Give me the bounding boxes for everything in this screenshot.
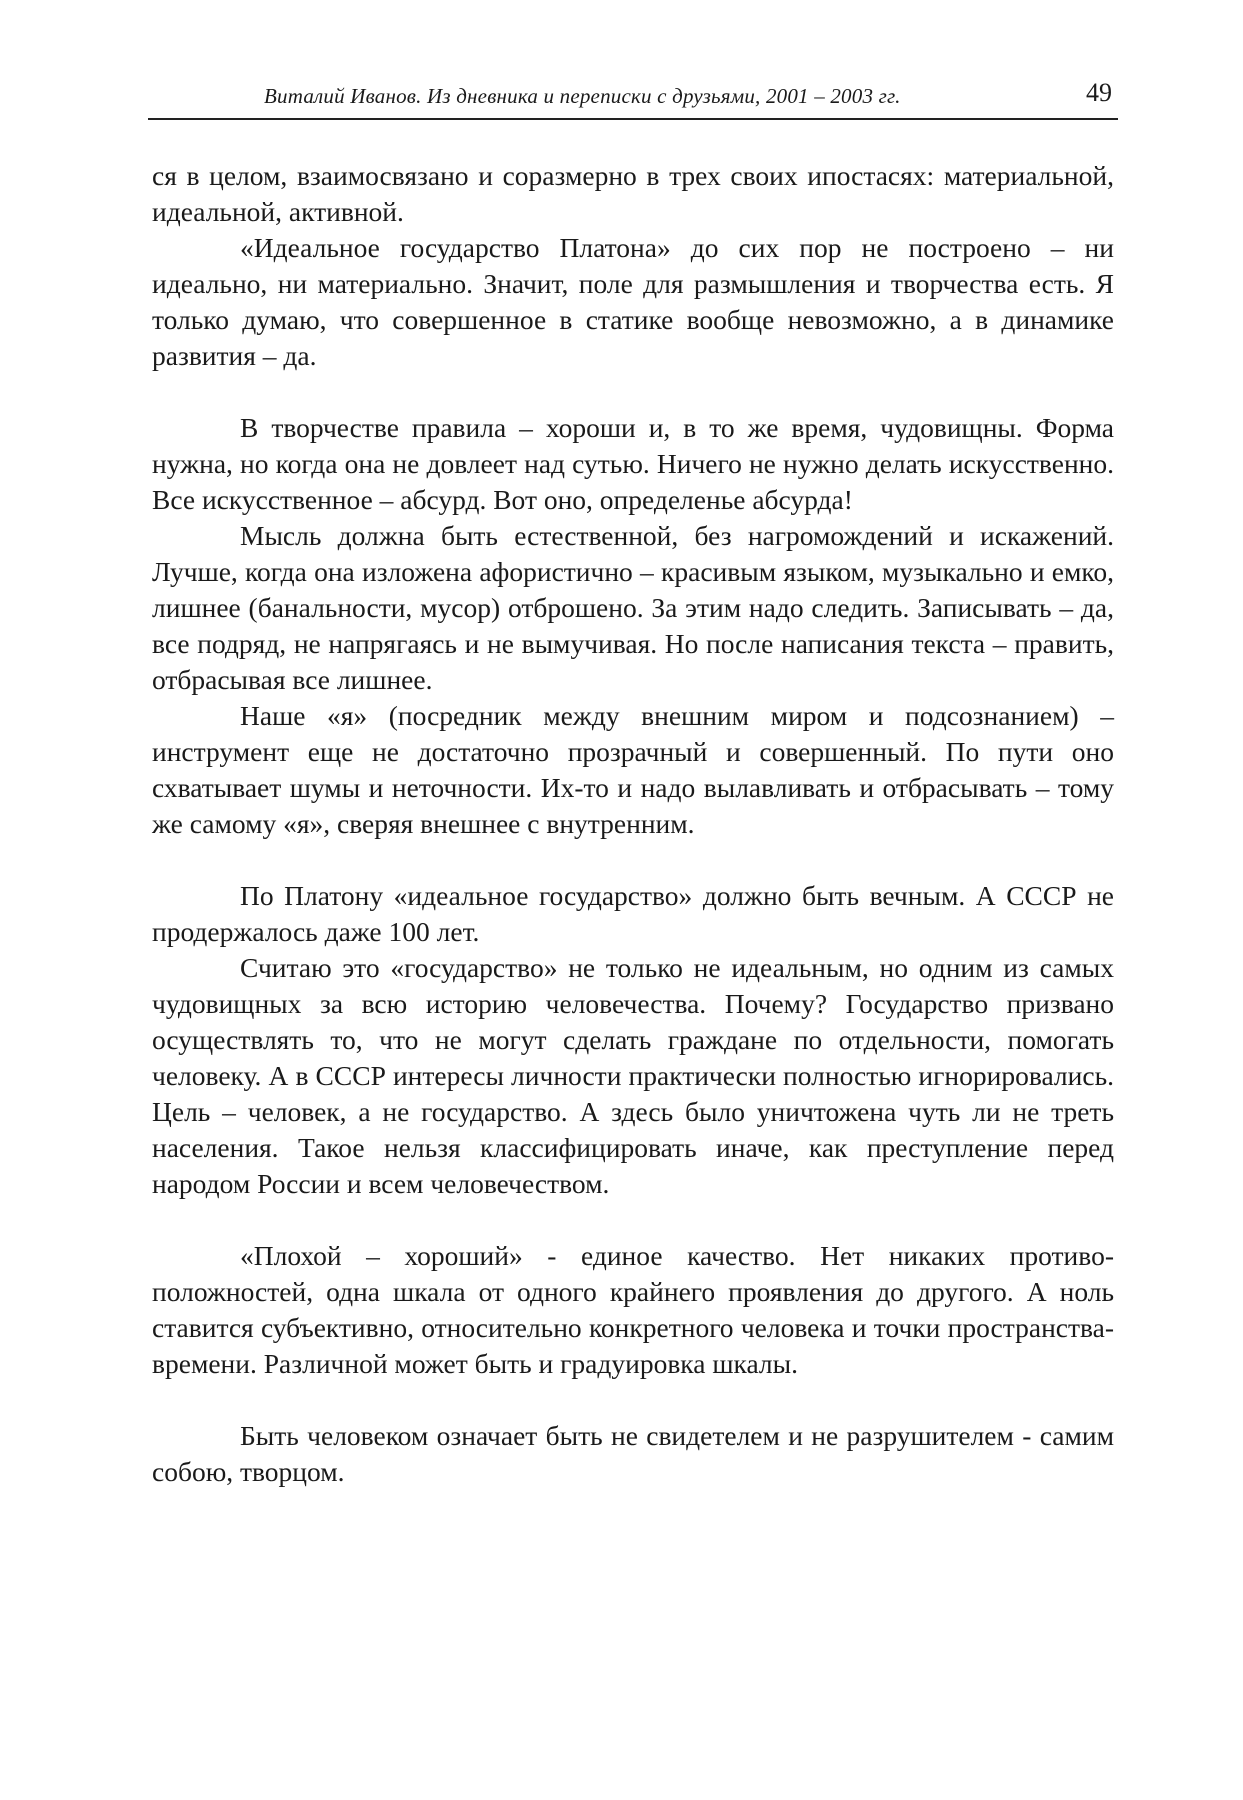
paragraph: Наше «я» (посредник между внешним миром и подсознанием) – инструмент еще не достаточно прозрачный и совершенный. По пути оно схватывает шумы и неточности. Их-то и надо вылавливать и отбрасывать – тому же самому «я», сверяя внешнее с внутренним.	[152, 700, 1114, 839]
page-header	[148, 78, 1118, 120]
paragraph: Считаю это «государство» не только не идеальным, но одним из самых чудовищных за всю историю человечества. Почему? Государство призвано осуществлять то, что не могут сделать граждане по отдельности, помогать человеку. А в СССР интересы личности практически полностью игнорировались. Цель – человек, а не государство. А здесь было уничтожена чуть ли не треть населения. Такое нельзя классифицировать иначе, как преступление перед народом России и всем человечеством.	[152, 952, 1114, 1199]
paragraph: В творчестве правила – хороши и, в то же время, чудовищны. Форма нужна, но когда она не довлеет над сутью. Ничего не нужно делать искусственно. Все искусственное – абсурд. Вот оно, определенье абсурда!	[152, 412, 1114, 515]
page-number: 49	[1086, 78, 1112, 107]
running-title: Виталий Иванов. Из дневника и переписки с друзьями, 2001 – 2003 гг.	[264, 84, 901, 108]
paragraph: По Платону «идеальное государство» должно быть вечным. А СССР не продержалось даже 100 лет.	[152, 880, 1114, 947]
text-body	[152, 158, 1114, 1490]
paragraph: Быть человеком означает быть не свидетелем и не разрушителем - самим собою, творцом.	[152, 1420, 1114, 1487]
paragraph: «Плохой – хороший» - единое качество. Нет никаких противоположностей, одна шкала от одного крайнего проявления до другого. А ноль ставится субъективно, относительно конкретного человека и точки пространства-времени. Различной может быть и градуировка шкалы.	[152, 1240, 1114, 1379]
paragraph: Мысль должна быть естественной, без нагромождений и искажений. Лучше, когда она изложена афористично – красивым языком, музыкально и емко, лишнее (банальности, мусор) отброшено. За этим надо следить. Записывать – да, все подряд, не напрягаясь и не вымучивая. Но после написания текста – править, отбрасывая все лишнее.	[152, 520, 1114, 695]
paragraph: ся в целом, взаимосвязано и соразмерно в трех своих ипостасях: материальной, идеальной, активной.	[152, 160, 1114, 227]
paragraph: «Идеальное государство Платона» до сих пор не построено – ни идеально, ни материально. Значит, поле для размышления и творчества есть. Я только думаю, что совершенное в статике вообще невозможно, а в динамике развития – да.	[152, 232, 1114, 371]
